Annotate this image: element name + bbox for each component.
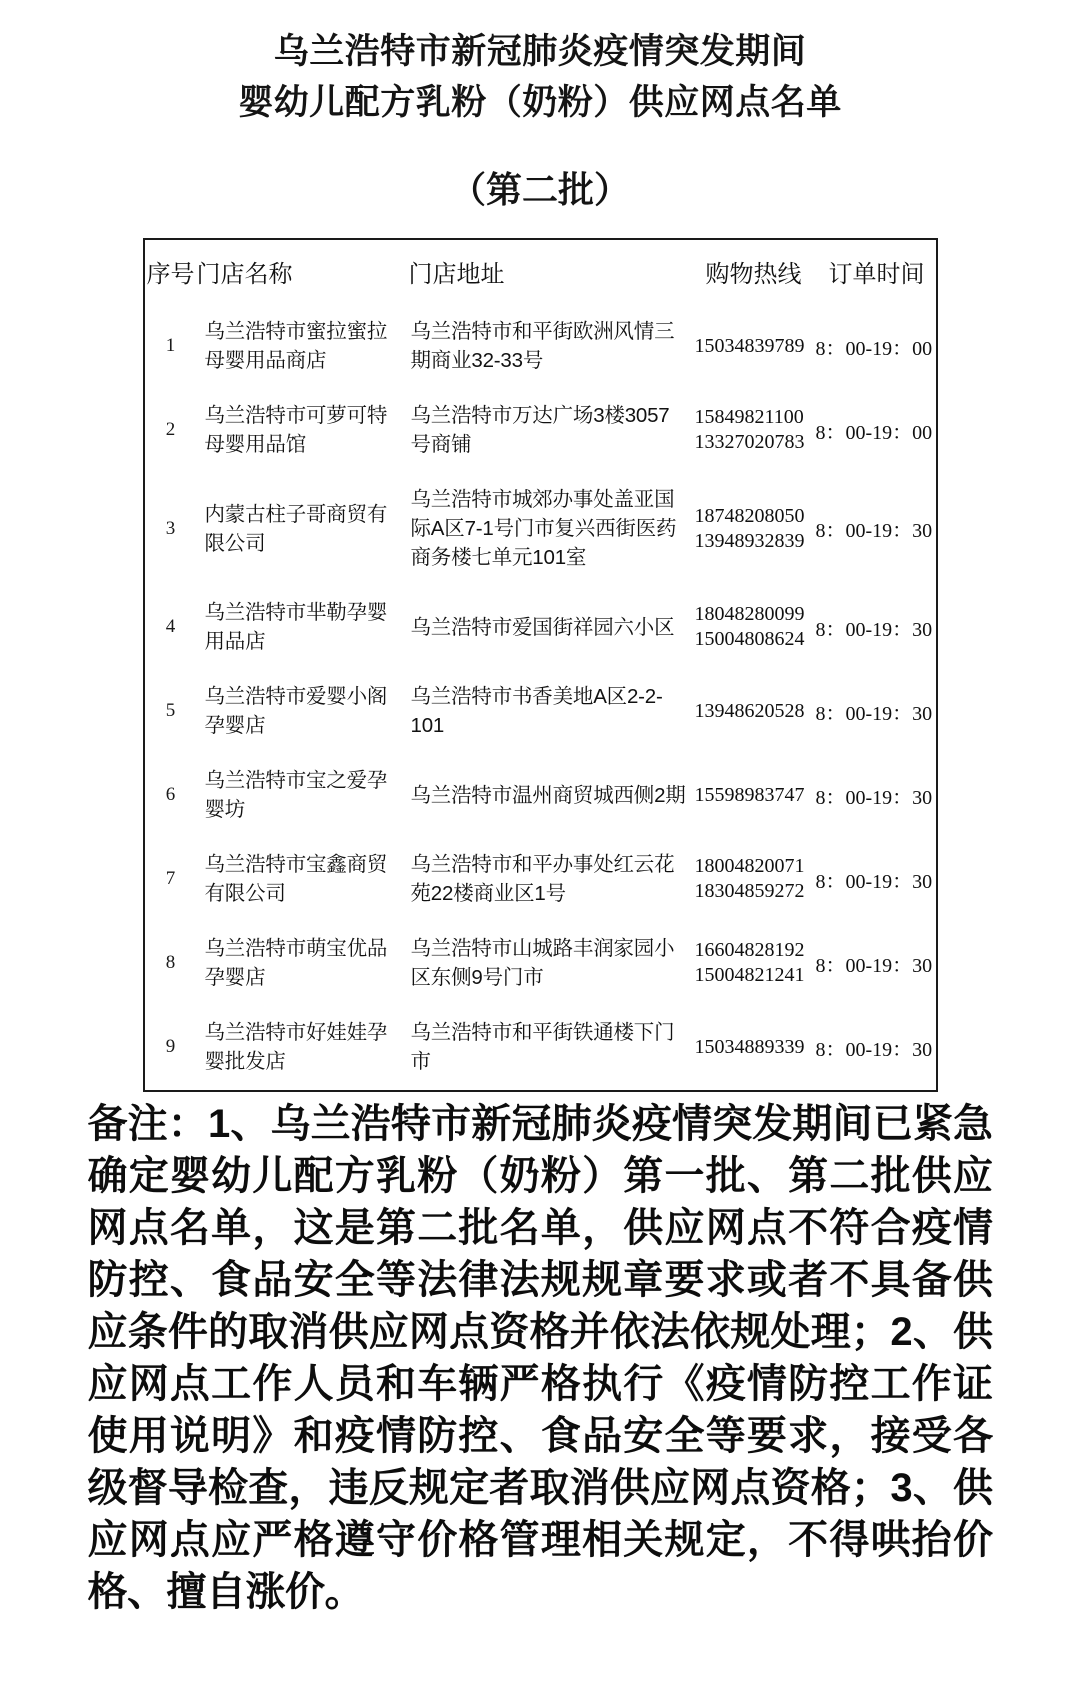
cell-store-name: 乌兰浩特市芈勒孕婴用品店 (204, 601, 388, 653)
page-title-line-1: 乌兰浩特市新冠肺炎疫情突发期间 (273, 32, 807, 71)
column-header-address: 门店地址 (408, 261, 505, 288)
cell-order-time: 8：00-19：30 (815, 1038, 933, 1061)
cell-store-name: 乌兰浩特市宝鑫商贸有限公司 (204, 853, 388, 905)
cell-hotline (694, 473, 814, 586)
cell-order-time: 8：00-19：30 (815, 618, 933, 641)
document-header (0, 0, 1080, 212)
table-row (145, 473, 940, 586)
cell-store-name: 乌兰浩特市蜜拉蜜拉母婴用品商店 (204, 320, 388, 372)
column-header-hotline: 购物热线 (705, 261, 802, 288)
cell-index: 5 (165, 700, 176, 721)
table-row (145, 754, 940, 838)
cell-index: 8 (165, 952, 176, 973)
cell-store-name: 乌兰浩特市好娃娃孕婴批发店 (204, 1021, 388, 1073)
table-row (145, 389, 940, 473)
cell-address: 乌兰浩特市和平街铁通楼下门市 (410, 1021, 675, 1073)
cell-hotline (694, 305, 814, 389)
table-row (145, 922, 940, 1006)
cell-store-name: 乌兰浩特市萌宝优品孕婴店 (204, 937, 388, 989)
cell-hotline (694, 670, 814, 754)
cell-address: 乌兰浩特市书香美地A区2-2-101 (410, 685, 663, 737)
table-row (145, 670, 940, 754)
phone-number: 15034889339 (694, 1035, 805, 1058)
phone-number: 13948932839 (694, 529, 805, 552)
table-header-row (145, 240, 940, 305)
phone-number: 15849821100 (694, 406, 804, 428)
cell-index: 2 (165, 419, 176, 440)
table-row (145, 1006, 940, 1090)
cell-address: 乌兰浩特市和平街欧洲风情三期商业32-33号 (410, 320, 675, 372)
page-title-line-2: 婴幼儿配方乳粉（奶粉）供应网点名单 (238, 83, 842, 122)
cell-order-time: 8：00-19：30 (815, 520, 933, 542)
column-header-store-name: 门店名称 (196, 261, 293, 288)
phone-number: 18748208050 (694, 504, 805, 527)
cell-address: 乌兰浩特市和平办事处红云花苑22楼商业区1号 (410, 853, 675, 905)
phone-number: 18048280099 (694, 603, 805, 625)
cell-hotline (694, 586, 814, 670)
phone-number: 18004820071 (694, 855, 805, 877)
cell-store-name: 乌兰浩特市可萝可特母婴用品馆 (204, 404, 388, 456)
cell-address: 乌兰浩特市山城路丰润家园小区东侧9号门市 (410, 937, 675, 989)
cell-hotline (694, 754, 814, 838)
phone-number: 18304859272 (694, 880, 805, 902)
table-body (145, 305, 940, 1090)
cell-order-time: 8：00-19：00 (815, 337, 933, 360)
phone-number: 13948620528 (694, 699, 805, 722)
table-row (145, 305, 940, 389)
table-row (145, 586, 940, 670)
cell-address: 乌兰浩特市温州商贸城西侧2期 (410, 783, 686, 807)
supply-outlets-table-container (143, 238, 938, 1092)
cell-store-name: 乌兰浩特市爱婴小阁孕婴店 (204, 685, 388, 737)
phone-number: 15004821241 (694, 964, 805, 986)
cell-hotline (694, 389, 814, 473)
remarks-section (88, 1098, 993, 1618)
phone-number: 16604828192 (694, 939, 805, 961)
cell-hotline (694, 838, 814, 922)
cell-store-name: 乌兰浩特市宝之爱孕婴坊 (204, 769, 388, 821)
cell-address: 乌兰浩特市万达广场3楼3057号商铺 (410, 404, 670, 456)
table-row (145, 838, 940, 922)
phone-number: 15034839789 (694, 334, 805, 357)
cell-hotline (694, 1006, 814, 1090)
cell-index: 7 (165, 868, 176, 889)
cell-order-time: 8：00-19：30 (815, 702, 933, 725)
cell-index: 1 (165, 335, 176, 356)
page-subtitle: （第二批） (449, 169, 630, 210)
cell-store-name: 内蒙古柱子哥商贸有限公司 (204, 502, 388, 555)
cell-index: 9 (165, 1036, 176, 1057)
cell-order-time: 8：00-19：00 (815, 421, 933, 444)
cell-address: 乌兰浩特市城郊办事处盖亚国际A区7-1号门市复兴西街医药商务楼七单元101室 (410, 488, 677, 569)
column-header-order-time: 订单时间 (828, 261, 925, 288)
phone-number: 13327020783 (694, 431, 805, 453)
cell-order-time: 8：00-19：30 (815, 786, 933, 809)
phone-number: 15004808624 (694, 628, 805, 650)
cell-index: 4 (165, 616, 176, 637)
cell-address: 乌兰浩特市爱国街祥园六小区 (410, 615, 675, 639)
phone-number: 15598983747 (694, 783, 805, 806)
cell-order-time: 8：00-19：30 (815, 954, 933, 977)
column-header-index: 序号 (146, 261, 195, 288)
cell-index: 3 (165, 517, 176, 539)
remarks-text: 备注：1、乌兰浩特市新冠肺炎疫情突发期间已紧急确定婴幼儿配方乳粉（奶粉）第一批、第二批供应网点名单，这是第二批名单，供应网点不符合疫情防控、食品安全等法律法规规章要求或者不具备供应条件的取消供应网点资格并依法依规处理；2、供应网点工作人员和车辆严格执行《疫情防控工作证使用说明》和疫情防控、食品安全等要求，接受各级督导检查，违反规定者取消供应网点资格；3、供应网点应严格遵守价格管理相关规定，不得哄抬价格、擅自涨价。 (87, 1102, 993, 1614)
cell-order-time: 8：00-19：30 (815, 870, 933, 893)
cell-index: 6 (165, 784, 176, 805)
cell-hotline (694, 922, 814, 1006)
supply-outlets-table (145, 240, 940, 1090)
